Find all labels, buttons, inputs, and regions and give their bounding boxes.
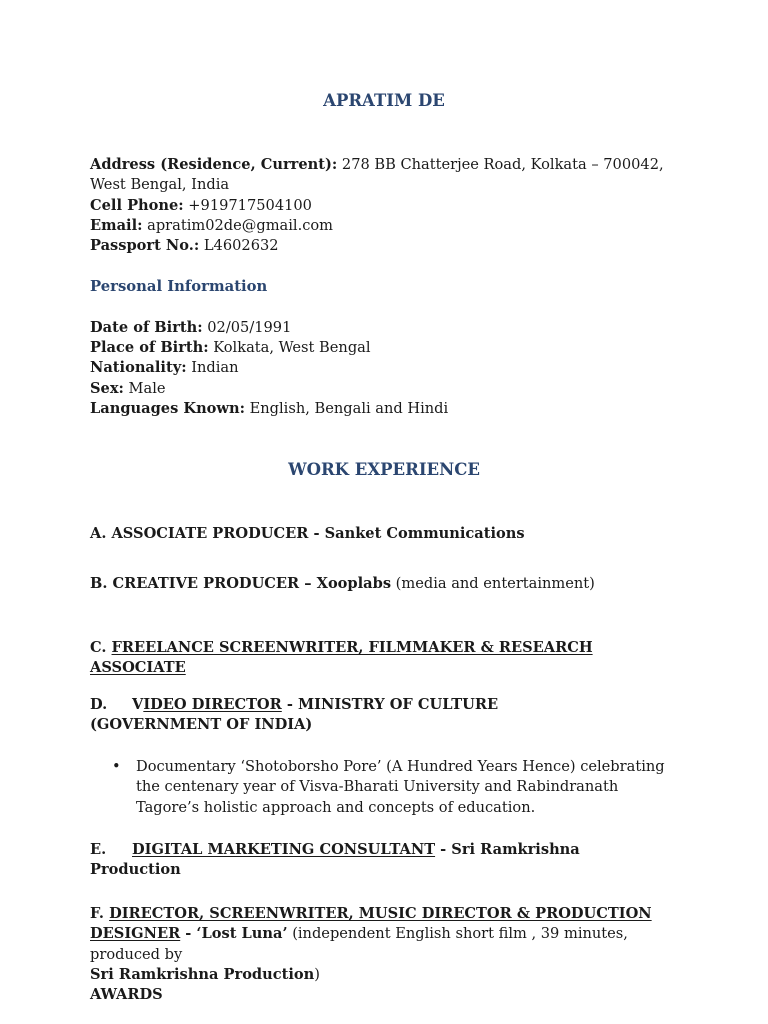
dob-value: 02/05/1991 [202,319,292,336]
work-item-a [90,524,676,544]
dob-label: Date of Birth: [90,319,203,336]
awards-heading-text: AWARDS [90,986,163,1003]
work-e-line2: Production [90,861,181,879]
pob-value: Kolkata, West Bengal [208,339,371,356]
work-f-note: (independent English short film , 39 minutes, produced by [90,925,628,963]
candidate-name: APRATIM DE [323,91,445,110]
work-d-bullet-text: Documentary ‘Shotoborsho Pore’ (A Hundred Years Hence) celebrating the centenary year of Visva-Bharati University and Rabindranath Tagore’s holistic approach and concepts of education. [136,758,665,816]
dob-line [90,318,676,338]
languages-line [90,399,676,419]
work-e-title: DIGITAL MARKETING CONSULTANT [132,841,436,858]
work-item-d [90,695,676,736]
nationality-value: Indian [186,359,239,376]
phone-label: Cell Phone: [90,197,184,214]
work-item-f [90,904,676,985]
work-d-line2: (GOVERNMENT OF INDIA) [90,716,313,734]
passport-label: Passport No.: [90,237,200,254]
email-label: Email: [90,217,143,234]
nationality-label: Nationality: [90,359,187,376]
work-item-b [90,574,676,594]
languages-label: Languages Known: [90,400,245,417]
work-experience-heading: WORK EXPERIENCE [288,460,480,479]
work-a-text: A. ASSOCIATE PRODUCER - Sanket Communications [90,525,525,542]
pob-line [90,338,676,358]
work-item-e [90,840,676,881]
work-f-film: - ‘Lost Luna’ [180,925,288,943]
work-d-v: V [132,696,144,713]
bullet-icon: • [112,758,121,775]
awards-heading [90,985,676,1005]
nationality-line [90,358,676,378]
languages-value: English, Bengali and Hindi [244,400,449,417]
work-f-letter: F. [90,905,110,922]
phone-value: +919717504100 [183,197,312,214]
sex-label: Sex: [90,380,124,397]
pob-label: Place of Birth: [90,339,209,356]
email-value: apratim02de@gmail.com [142,217,334,234]
email-line [90,216,676,236]
work-b-title: B. CREATIVE PRODUCER – Xooplabs [90,575,392,592]
work-e-letter: E. [90,841,107,858]
passport-line [90,236,676,256]
sex-value: Male [123,380,166,397]
personal-info-heading: Personal Information [90,278,268,295]
work-b-note: (media and entertainment) [391,575,595,592]
work-c-letter: C. [90,639,112,656]
work-f-title-line2: DESIGNER [90,925,181,943]
work-c-title: FREELANCE SCREENWRITER, FILMMAKER & RESEARCH ASSOCIATE [90,639,593,677]
work-f-tail: ) [314,965,320,983]
work-f-producer: Sri Ramkrishna Production [90,965,315,983]
passport-value: L4602632 [199,237,279,254]
work-e-rest: - Sri Ramkrishna [435,841,580,858]
phone-line [90,196,676,216]
work-d-letter: D. [90,696,108,713]
address-label: Address (Residence, Current): [90,156,338,173]
work-item-c [90,638,676,679]
work-d-title: IDEO DIRECTOR [143,696,282,713]
sex-line [90,379,676,399]
work-d-rest: - MINISTRY OF CULTURE [281,696,499,713]
work-f-title-line1: DIRECTOR, SCREENWRITER, MUSIC DIRECTOR & PRODUCTION [109,905,652,922]
address-line [90,155,676,196]
address-value: 278 BB Chatterjee Road, Kolkata – 700042, West Bengal, India [90,156,664,194]
